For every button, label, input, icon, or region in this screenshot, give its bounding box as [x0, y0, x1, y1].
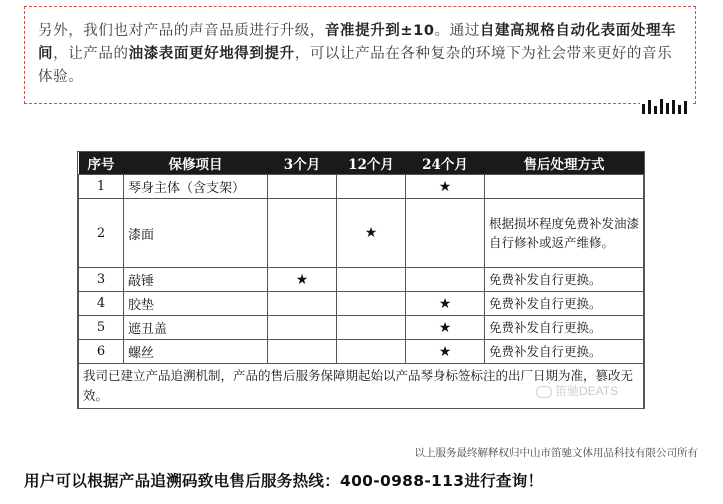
table-row [79, 292, 644, 316]
header-24m: 24个月 [406, 152, 485, 175]
row-no: 6 [79, 340, 124, 364]
row-service: 免费补发自行更换。 [485, 340, 644, 364]
row-item: 胶垫 [124, 292, 268, 316]
row-3m [268, 340, 337, 364]
table-row [79, 316, 644, 340]
table-row [79, 340, 644, 364]
row-12m [337, 292, 406, 316]
row-12m [337, 316, 406, 340]
row-24m [406, 268, 485, 292]
row-item: 漆面 [124, 199, 268, 268]
watermark-text: 笛驰DEATS [555, 384, 619, 398]
header-item: 保修项目 [124, 152, 268, 175]
intro-text-4: ，可以让产品在各种复杂的环境下为社会带来更好的音乐体验。 [38, 46, 673, 85]
intro-text-3: ，让产品的 [53, 46, 129, 62]
header-12m: 12个月 [337, 152, 406, 175]
warranty-table [78, 152, 644, 409]
wechat-icon [536, 386, 552, 398]
row-12m [337, 340, 406, 364]
row-24m [406, 199, 485, 268]
row-24m: ★ [406, 316, 485, 340]
intro-text-1: 另外，我们也对产品的声音品质进行升级， [38, 23, 325, 39]
row-12m: ★ [337, 199, 406, 268]
row-24m: ★ [406, 340, 485, 364]
row-service: 免费补发自行更换。 [485, 316, 644, 340]
header-no: 序号 [79, 152, 124, 175]
intro-bold-3: 油漆表面更好地得到提升 [128, 46, 295, 62]
table-note: 我司已建立产品追溯机制，产品的售后服务保障期起始以产品琴身标签标注的出厂日期为准，篡改无效。 [79, 364, 644, 409]
intro-bold-1: 音准提升到±10 [324, 23, 435, 39]
footer-note: 以上服务最终解释权归中山市笛驰文体用品科技有限公司所有 [414, 447, 698, 459]
row-3m [268, 175, 337, 199]
intro-paragraph [38, 20, 686, 89]
row-3m: ★ [268, 268, 337, 292]
row-service: 免费补发自行更换。 [485, 292, 644, 316]
row-no: 1 [79, 175, 124, 199]
row-no: 5 [79, 316, 124, 340]
row-no: 2 [79, 199, 124, 268]
row-item: 琴身主体（含支架） [124, 175, 268, 199]
hotline-text: 用户可以根据产品追溯码致电售后服务热线：400-0988-113进行查询！ [24, 472, 544, 490]
header-service: 售后处理方式 [485, 152, 644, 175]
intro-text-2: 。通过 [434, 23, 480, 39]
table-row [79, 199, 644, 268]
row-item: 螺丝 [124, 340, 268, 364]
row-24m: ★ [406, 292, 485, 316]
row-3m [268, 316, 337, 340]
row-12m [337, 268, 406, 292]
row-item: 遮丑盖 [124, 316, 268, 340]
row-item: 敲锤 [124, 268, 268, 292]
header-3m: 3个月 [268, 152, 337, 175]
row-3m [268, 199, 337, 268]
row-service: 免费补发自行更换。 [485, 268, 644, 292]
row-24m: ★ [406, 175, 485, 199]
decorative-bars-icon [640, 98, 692, 114]
watermark [536, 382, 618, 399]
row-12m [337, 175, 406, 199]
warranty-table-container [77, 151, 645, 409]
row-service [485, 175, 644, 199]
table-row [79, 268, 644, 292]
row-service: 根据损坏程度免费补发油漆自行修补或返产维修。 [485, 199, 644, 268]
intro-bold-2: 自建高规格自动化表面处理车间 [38, 23, 677, 62]
row-3m [268, 292, 337, 316]
table-row [79, 175, 644, 199]
row-no: 3 [79, 268, 124, 292]
table-header-row [79, 152, 644, 175]
row-no: 4 [79, 292, 124, 316]
